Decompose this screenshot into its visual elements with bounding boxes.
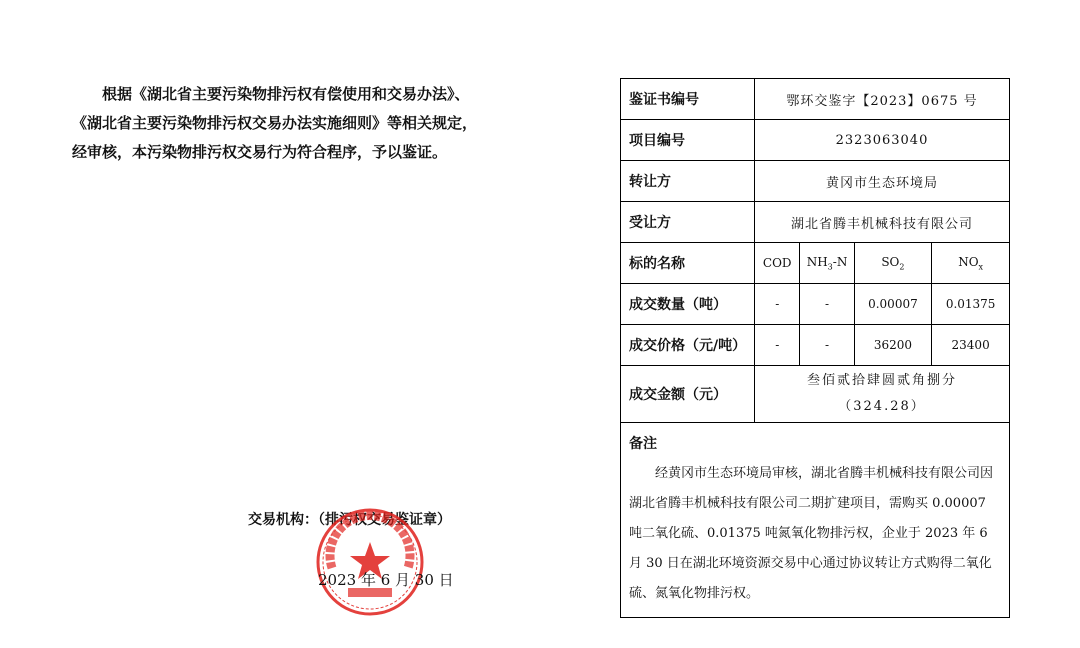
price-cod: - — [755, 325, 800, 366]
table-row — [621, 325, 1010, 366]
table-row — [621, 423, 1010, 618]
remark-label: 备注 — [629, 436, 657, 452]
amount-number: （324.28） — [838, 399, 926, 414]
price-nh3n: - — [800, 325, 854, 366]
qty-so2: 0.00007 — [854, 284, 932, 325]
remark-cell — [621, 423, 1010, 618]
cert-no-label: 鉴证书编号 — [621, 79, 755, 120]
intro-line-2: 《湖北省主要污染物排污权交易办法实施细则》等相关规定， — [72, 114, 478, 132]
table-row — [621, 243, 1010, 284]
project-no-value: 2323063040 — [755, 120, 1010, 161]
qty-nox: 0.01375 — [932, 284, 1010, 325]
target-so2: $SO_2$ — [854, 243, 932, 284]
project-no-label: 项目编号 — [621, 120, 755, 161]
target-label: 标的名称 — [621, 243, 755, 284]
amount-label: 成交金额（元） — [621, 366, 755, 423]
table-row — [621, 284, 1010, 325]
org-label: 交易机构：（排污权交易鉴证章） — [248, 512, 451, 528]
intro-line-3: 经审核，本污染物排污权交易行为符合程序，予以鉴证。 — [72, 143, 448, 161]
qty-nh3n: - — [800, 284, 854, 325]
price-so2: 36200 — [854, 325, 932, 366]
official-seal-stamp — [314, 506, 426, 618]
intro-paragraph — [72, 80, 492, 167]
certificate-table — [620, 78, 1010, 618]
amount-words: 叁佰贰拾肆圆贰角捌分 — [806, 373, 957, 388]
price-label: 成交价格（元/吨） — [621, 325, 755, 366]
target-nh3n: $NH_3-N$ — [800, 243, 854, 284]
table-row — [621, 202, 1010, 243]
remark-text: 经黄冈市生态环境局审核，湖北省腾丰机械科技有限公司因湖北省腾丰机械科技有限公司二期扩建项目，需购买 0.00007 吨二氧化硫、0.01375 吨氮氧化物排污权，企业于 2023 年 6 月 30 日在湖北环境资源交易中心通过协议转让方式购得二氧化硫、氮氧化物排污权。 — [629, 466, 994, 601]
table-row — [621, 79, 1010, 120]
target-nox: $NO_x$ — [932, 243, 1010, 284]
transferee-value: 湖北省腾丰机械科技有限公司 — [755, 202, 1010, 243]
target-cod: COD — [755, 243, 800, 284]
table-row — [621, 366, 1010, 423]
transferor-label: 转让方 — [621, 161, 755, 202]
qty-cod: - — [755, 284, 800, 325]
transferee-label: 受让方 — [621, 202, 755, 243]
amount-value — [755, 366, 1010, 423]
cert-no-value: 鄂环交鉴字【2023】0675 号 — [755, 79, 1010, 120]
table-row — [621, 120, 1010, 161]
qty-label: 成交数量（吨） — [621, 284, 755, 325]
price-nox: 23400 — [932, 325, 1010, 366]
intro-line-1: 根据《湖北省主要污染物排污权有偿使用和交易办法》、 — [102, 85, 470, 103]
transferor-value: 黄冈市生态环境局 — [755, 161, 1010, 202]
table-row — [621, 161, 1010, 202]
date: 2023 年 6 月 30 日 — [318, 571, 454, 589]
